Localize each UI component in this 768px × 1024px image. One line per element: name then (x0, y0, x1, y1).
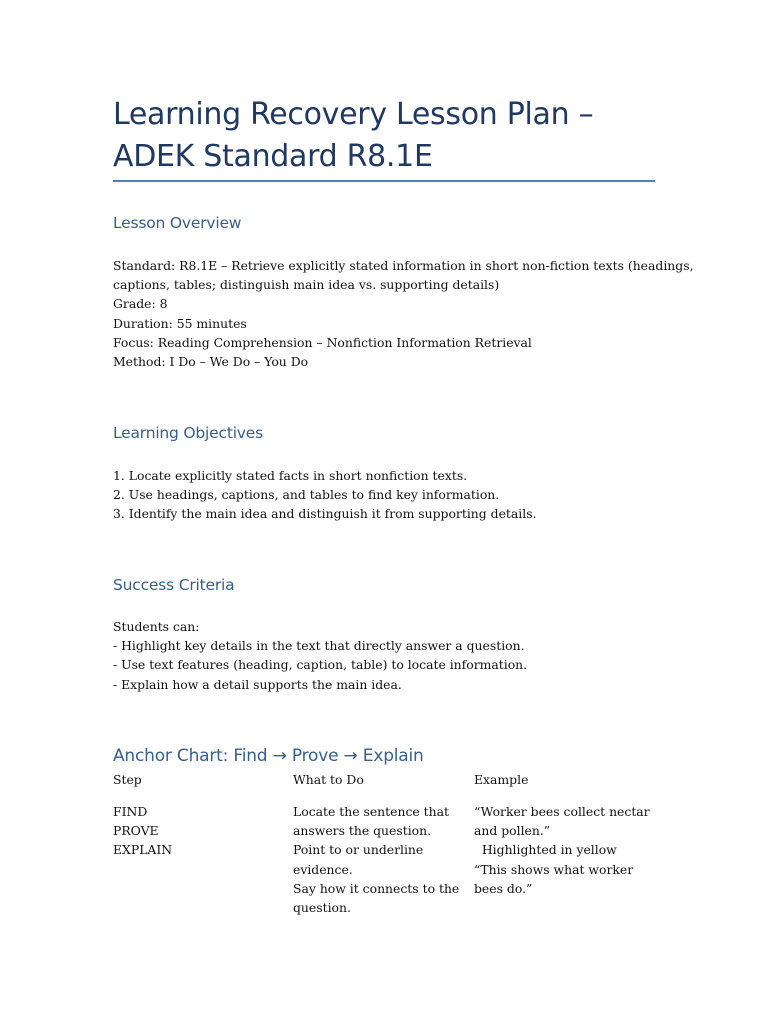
objective-item: 1. Locate explicitly stated facts in short nonfiction texts. (113, 468, 468, 483)
objective-item: 3. Identify the main idea and distinguish it from supporting details. (113, 506, 537, 522)
criteria-list (113, 617, 673, 694)
table-cell: Point to or underline (293, 842, 424, 858)
table-header-example: Example (474, 772, 529, 787)
section-heading-anchor-chart: Anchor Chart: Find → Prove → Explain (113, 746, 424, 766)
table-cell: EXPLAIN (113, 842, 173, 858)
overview-line: captions, tables; distinguish main idea vs. supporting details) (113, 277, 500, 293)
table-header-step: Step (113, 772, 142, 787)
table-cell: Locate the sentence that (293, 804, 449, 819)
table-cell: and pollen.” (474, 823, 551, 839)
table-cell: PROVE (113, 823, 159, 839)
overview-line: Grade: 8 (113, 296, 168, 312)
table-cell: answers the question. (293, 823, 432, 839)
overview-text (113, 256, 694, 371)
objective-item: 2. Use headings, captions, and tables to find key information. (113, 487, 500, 503)
overview-line: Focus: Reading Comprehension – Nonfiction Information Retrieval (113, 334, 532, 350)
table-header-what-to-do: What to Do (293, 772, 364, 787)
table-cell: “Worker bees collect nectar (474, 804, 650, 819)
objectives-list (113, 466, 673, 524)
overview-line: Method: I Do – We Do – You Do (113, 354, 309, 370)
table-cell: bees do.” (474, 880, 533, 896)
table-cell: Highlighted in yellow (474, 842, 617, 858)
table-cell: question. (293, 900, 351, 916)
title-divider (113, 180, 655, 182)
table-cell: Say how it connects to the (293, 880, 460, 896)
table-column-step (113, 802, 172, 860)
overview-line: Standard: R8.1E – Retrieve explicitly stated information in short non-fiction texts (headings, (113, 258, 694, 273)
table-cell: evidence. (293, 861, 353, 877)
overview-line: Duration: 55 minutes (113, 315, 247, 331)
table-column-example (474, 802, 650, 898)
section-heading-criteria: Success Criteria (113, 576, 235, 594)
table-column-what-to-do (293, 802, 459, 917)
criteria-item: - Highlight key details in the text that directly answer a question. (113, 638, 525, 654)
section-heading-objectives: Learning Objectives (113, 424, 263, 442)
table-cell: “This shows what worker (474, 861, 634, 877)
criteria-item: - Use text features (heading, caption, table) to locate information. (113, 657, 528, 673)
page-title: Learning Recovery Lesson Plan – ADEK Standard R8.1E (113, 97, 594, 174)
section-heading-overview: Lesson Overview (113, 214, 242, 232)
criteria-item: - Explain how a detail supports the main idea. (113, 676, 402, 692)
criteria-item: Students can: (113, 619, 200, 634)
table-cell: FIND (113, 804, 148, 819)
